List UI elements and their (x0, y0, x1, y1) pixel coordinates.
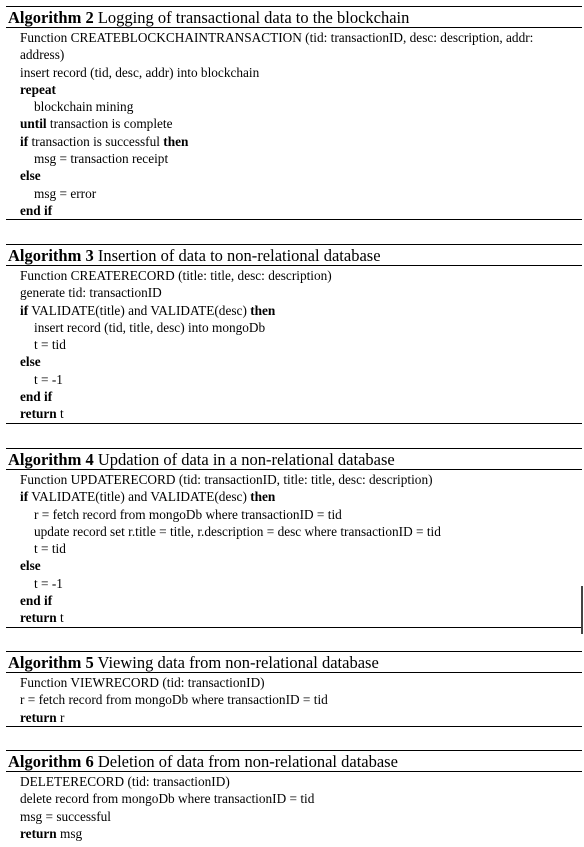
keyword: if (20, 133, 29, 149)
algorithm-block (6, 6, 582, 220)
algorithm-heading (6, 751, 582, 771)
statement-text: t (56, 610, 64, 626)
keyword: else (20, 168, 41, 184)
pseudocode-line (6, 267, 582, 284)
algorithm-heading (6, 652, 582, 672)
algorithm-body (6, 470, 582, 627)
pseudocode-line (6, 540, 582, 557)
pseudocode-line (6, 167, 582, 184)
algorithm-block (6, 448, 582, 628)
keyword: return (20, 406, 57, 422)
pseudocode-line (6, 773, 582, 790)
statement-text: insert record (tid, title, desc) into mongoDb (34, 319, 266, 335)
pseudocode-line (6, 674, 582, 691)
statement-text: transaction is complete (46, 116, 173, 132)
pseudocode-line (6, 575, 582, 592)
pseudocode-line (6, 133, 582, 150)
pseudocode-line (6, 405, 582, 422)
pseudocode-line (6, 557, 582, 574)
statement-text: msg (56, 825, 83, 841)
algorithm-block (6, 244, 582, 424)
algorithm-body (6, 28, 582, 219)
pseudocode-line (6, 808, 582, 825)
bottom-rule (6, 627, 582, 628)
keyword: else (20, 354, 41, 370)
keyword: return (20, 709, 57, 725)
statement-text: address) (20, 47, 65, 63)
statement-text: DELETERECORD (tid: transactionID) (20, 774, 230, 789)
algorithm-body (6, 266, 582, 423)
statement-text: update record set r.title = title, r.description = desc where transactionID = tid (34, 523, 441, 539)
pseudocode-line (6, 353, 582, 370)
keyword: repeat (20, 81, 56, 97)
statement-text: generate tid: transactionID (20, 285, 162, 301)
statement-text: msg = transaction receipt (34, 151, 169, 167)
bottom-rule (6, 726, 582, 727)
pseudocode-line (6, 506, 582, 523)
keyword: if (20, 489, 29, 505)
keyword: end if (20, 202, 53, 218)
statement-text: msg = successful (20, 808, 111, 824)
algorithm-label: Algorithm 3 (8, 246, 94, 265)
statement-text: r = fetch record from mongoDb where transactionID = tid (20, 692, 328, 708)
algorithm-block (6, 651, 582, 727)
algorithm-title: Viewing data from non-relational database (97, 653, 379, 672)
bottom-rule (6, 219, 582, 220)
statement-text: Function UPDATERECORD (tid: transactionID, title: title, desc: description) (20, 472, 433, 487)
statement-text: VALIDATE(title) and VALIDATE(desc) (28, 302, 251, 318)
keyword: return (20, 825, 57, 841)
pseudocode-line (6, 691, 582, 708)
pseudocode-line (6, 202, 582, 219)
keyword: if (20, 302, 29, 318)
statement-text: Function VIEWRECORD (tid: transactionID) (20, 675, 265, 690)
statement-text: Function CREATEBLOCKCHAINTRANSACTION (tid: transactionID, desc: description, addr: (20, 30, 534, 45)
pseudocode-line (6, 709, 582, 726)
keyword: then (163, 133, 189, 149)
algorithm-title: Logging of transactional data to the blockchain (97, 8, 410, 27)
pseudocode-line (6, 371, 582, 388)
statement-text: r (56, 709, 65, 725)
pseudocode-line (6, 64, 582, 81)
pseudocode-line (6, 150, 582, 167)
keyword: then (250, 489, 276, 505)
pseudocode-line (6, 284, 582, 301)
algorithm-body (6, 673, 582, 726)
algorithm-heading (6, 245, 582, 265)
algorithm-label: Algorithm 4 (8, 450, 94, 469)
pseudocode-line (6, 185, 582, 202)
statement-text: insert record (tid, desc, addr) into blockchain (20, 64, 260, 80)
pseudocode-line (6, 115, 582, 132)
statement-text: VALIDATE(title) and VALIDATE(desc) (28, 489, 251, 505)
statement-text: transaction is successful (28, 133, 164, 149)
algorithm-label: Algorithm 5 (8, 653, 94, 672)
statement-text: t = -1 (34, 575, 63, 591)
pseudocode-line (6, 523, 582, 540)
keyword: end if (20, 389, 53, 405)
algorithm-heading (6, 449, 582, 469)
keyword: until (20, 116, 47, 132)
pseudocode-line (6, 592, 582, 609)
pseudocode-line (6, 825, 582, 842)
pseudocode-line (6, 98, 582, 115)
statement-text: t = tid (34, 337, 66, 353)
pseudocode-line (6, 471, 582, 488)
bottom-rule (6, 423, 582, 424)
algorithm-title: Insertion of data to non-relational database (97, 246, 381, 265)
scrollbar-thumb[interactable] (581, 586, 583, 634)
algorithm-body (6, 772, 582, 842)
pseudocode-line (6, 336, 582, 353)
statement-text: Function CREATERECORD (title: title, desc: description) (20, 268, 332, 283)
pseudocode-line (6, 790, 582, 807)
algorithm-label: Algorithm 2 (8, 8, 94, 27)
keyword: return (20, 610, 57, 626)
algorithm-title: Updation of data in a non-relational database (97, 450, 395, 469)
pseudocode-line (6, 29, 582, 46)
statement-text: msg = error (34, 185, 97, 201)
algorithm-heading (6, 7, 582, 27)
pseudocode-line (6, 302, 582, 319)
pseudocode-line (6, 46, 582, 63)
statement-text: t = -1 (34, 371, 63, 387)
algorithm-block (6, 750, 582, 842)
keyword: then (250, 302, 276, 318)
pseudocode-line (6, 609, 582, 626)
statement-text: t (56, 406, 64, 422)
algorithm-label: Algorithm 6 (8, 752, 94, 771)
statement-text: r = fetch record from mongoDb where transactionID = tid (34, 506, 342, 522)
algorithm-title: Deletion of data from non-relational database (97, 752, 398, 771)
statement-text: delete record from mongoDb where transactionID = tid (20, 791, 315, 807)
statement-text: t = tid (34, 541, 66, 557)
keyword: else (20, 558, 41, 574)
keyword: end if (20, 593, 53, 609)
statement-text: blockchain mining (34, 99, 134, 115)
pseudocode-line (6, 488, 582, 505)
pseudocode-line (6, 319, 582, 336)
pseudocode-line (6, 81, 582, 98)
pseudocode-line (6, 388, 582, 405)
